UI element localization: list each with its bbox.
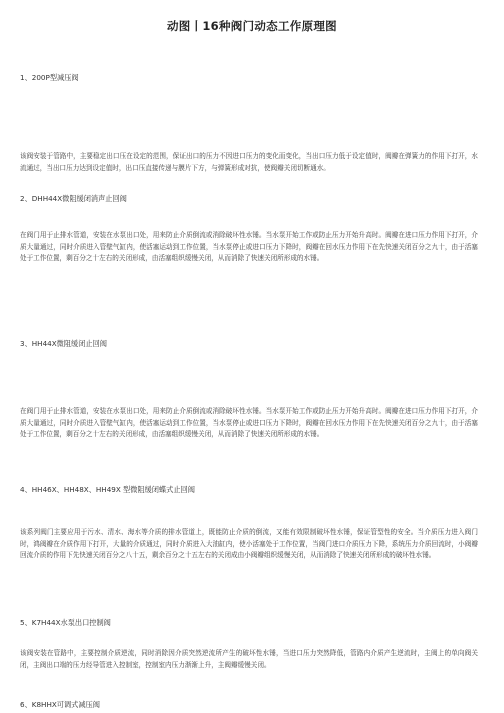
section-5-heading: 5、K7H44X水泵出口控制阀 [20,618,111,627]
section-4-figure-area [20,499,478,519]
section-3-heading: 3、HH44X微阻缓闭止回阀 [20,339,107,348]
document-title: 动图丨16种阀门动态工作原理图 [166,19,337,33]
section-2-heading: 2、DHH44X微阻缓闭消声止回阀 [20,194,127,203]
section-1-heading: 1、200P型减压阀 [20,73,79,82]
section-3-body: 在阀门用于止排水管道，安装在水泵出口处，用来防止介质倒流或消除破坏性水锤。当水泵开始工作或防止压力开始升高时。阀瓣在进口压力作用下打开，介质大量通过，同时介质进入管壁气缸内，使活塞运动到工作位置，当水泵停止或进口压力下降时，阀瓣在回水压力作用下在先快速关闭百分之九十，由于活塞处于工作位置，剩百分之十左右的关闭形成，由活塞组织缓慢关闭，从而消除了快速关闭所形成的水锤。 [20,407,478,439]
section-5-figure-area [20,632,478,644]
section-1-figure-area [20,88,478,148]
section-2-body: 在阀门用于止排水管道，安装在水泵出口处，用来防止介质倒流或消除破坏性水锤。当水泵开始工作或防止压力开始升高时。阀瓣在进口压力作用下打开，介质大量通过，同时介质进入管壁气缸内，使活塞运动到工作位置，当水泵停止或进口压力下降时，阀瓣在回水压力作用下在先快速关闭百分之九十，由于活塞处于工作位置，剩百分之十左右的关闭形成，由活塞组织缓慢关闭，从而消除了快速关闭所形成的水锤。 [20,231,478,263]
section-4-heading: 4、HH46X、HH48X、HH49X 型微阻缓闭蝶式止回阀 [20,485,195,494]
section-5-body: 该阀安装在管路中，主要控制介质逆流，同时消除因介质突然逆流所产生的破坏性水锤，当进口压力突然降低，管路内介质产生逆流时，主阀上的单向阀关闭，主阀出口端的压力经导管进入控制室，控制室内压力渐渐上升，主阀瓣缓慢关闭。 [20,649,478,669]
section-6-heading: 6、K8HHX可调式减压阀 [20,700,100,709]
section-3-figure-area [20,353,478,403]
section-1-body: 该阀安装于管路中，主要稳定出口压在设定的范围，保证出口的压力不因进口压力的变化而变化，当出口压力低于设定值时，阀瓣在弹簧力的作用下打开，水流通过，当出口压力达到设定值时，出口压直接传递与膜片下方，与弹簧形成对抗，使阀瓣关闭切断通水。 [20,152,478,172]
section-4-body: 该系列阀门主要应用于污水、清水、海水等介质的排水管道上，既能防止介质的倒流，又能有效限制破坏性水锤，保证管型性的安全。当介质压力进入阀门时，鸿阀瓣在介质作用下打开，大量的介质通过，同时介质进入大油缸内，使小活塞处于工作位置，当阀门进口介质压力下降，系统压力介质回流时，小阀瓣回流介质的作用下先快速关闭百分之八十五，剩余百分之十五左右的关闭成由小阀瓣组织缓慢关闭，从而消除了快速关闭所形成的破坏性水锤。 [20,528,478,560]
